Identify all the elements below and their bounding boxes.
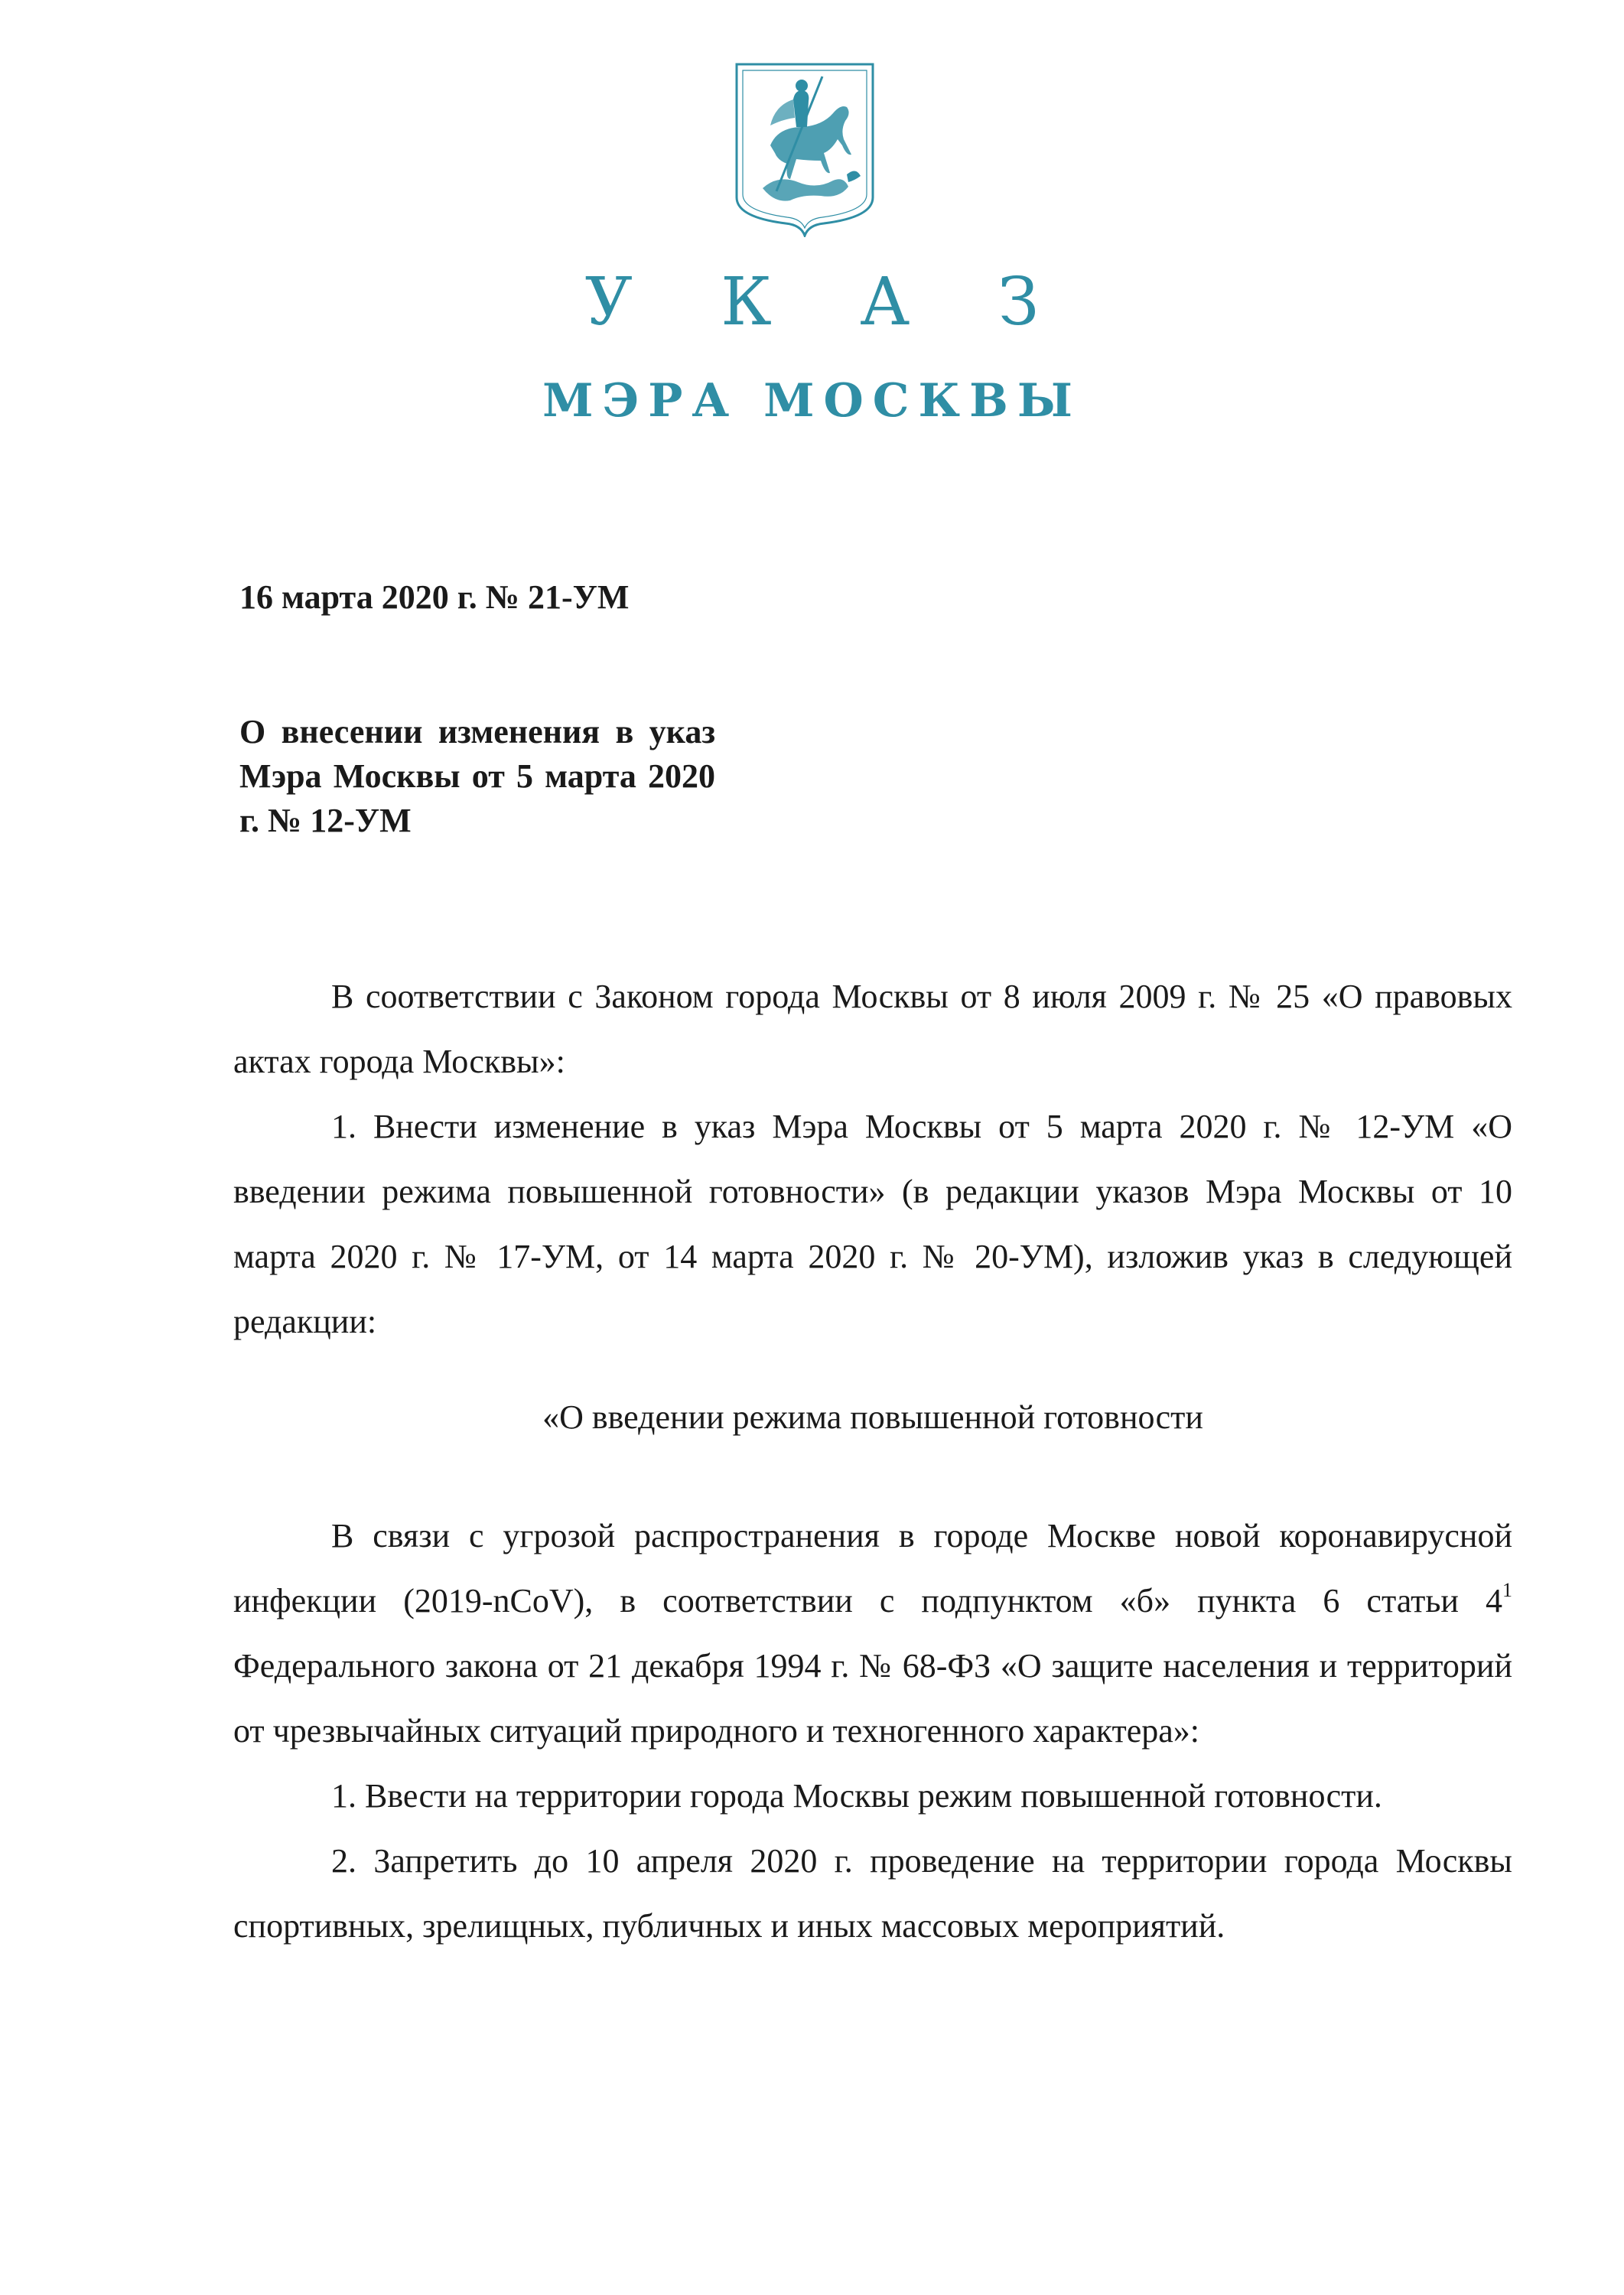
moscow-coat-of-arms-icon	[732, 60, 877, 237]
preamble-start: В связи с угрозой распространения в городе Москве новой коронавирусной инфекции (2019-nCoV), в соответствии с подпунктом «б» пункта 6 статьи 4	[233, 1517, 1512, 1620]
paragraph-point-2: 2. Запретить до 10 апреля 2020 г. проведение на территории города Москвы спортивных, зрелищных, публичных и иных массовых мероприятий.	[233, 1842, 1512, 1945]
paragraph-item-1: 1. Внести изменение в указ Мэра Москвы от 5 марта 2020 г. № 12-УМ «О введении режима повышенной готовности» (в редакции указов Мэра Москвы от 10 марта 2020 г. № 17-УМ, от 14 марта 2020 г. № 20-УМ), изложив указ в следующей редакции:	[233, 1108, 1512, 1340]
superscript: 1	[1502, 1579, 1512, 1602]
decree-body	[233, 964, 1512, 1958]
paragraph-point-1: 1. Ввести на территории города Москвы режим повышенной готовности.	[331, 1777, 1382, 1815]
preamble-end: Федерального закона от 21 декабря 1994 г. № 68-ФЗ «О защите населения и территорий от чрезвычайных ситуаций природного и техногенного характера»:	[233, 1647, 1512, 1750]
paragraph-legal-basis: В соответствии с Законом города Москвы от 8 июля 2009 г. № 25 «О правовых актах города Москвы»:	[233, 978, 1512, 1080]
decree-subject: О внесении изменения в указ Мэра Москвы от 5 марта 2020 г. № 12-УМ	[239, 713, 715, 839]
decree-subtitle: МЭРА МОСКВЫ	[542, 374, 1082, 428]
quoted-title: «О введении режима повышенной готовности	[542, 1398, 1203, 1436]
decree-date-number: 16 марта 2020 г. № 21-УМ	[239, 578, 630, 616]
paragraph-preamble	[233, 1503, 1512, 1763]
decree-title: У К А З	[584, 264, 1073, 340]
